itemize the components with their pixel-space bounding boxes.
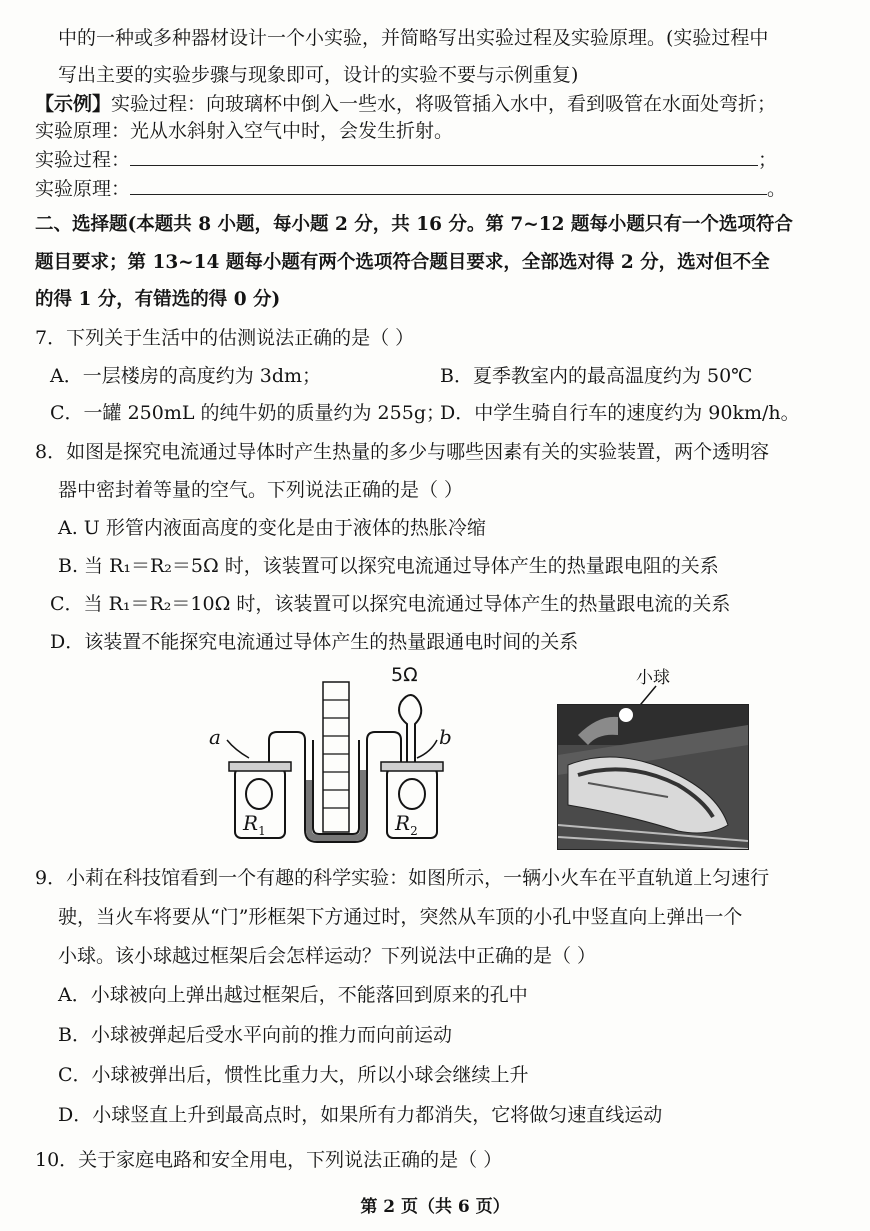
q10-stem: 10．关于家庭电路和安全用电，下列说法正确的是（ ）	[35, 1149, 503, 1171]
u-tube-liquid-left	[306, 780, 312, 830]
q7-option-a[interactable]: A．一层楼房的高度约为 3dm；	[50, 365, 322, 387]
intro-line-2: 写出主要的实验步骤与现象即可，设计的实验不要与示例重复)	[58, 64, 579, 86]
principle-label: 实验原理：	[35, 178, 131, 200]
scale-ticks	[323, 700, 349, 808]
q7-option-d[interactable]: D．中学生骑自行车的速度约为 90km/h。	[440, 402, 800, 424]
outside-resistor	[399, 695, 421, 762]
label-r1: $R_1$	[243, 811, 266, 838]
u-tube-apparatus-figure	[205, 660, 485, 850]
q8-option-c[interactable]: C．当 R₁＝R₂＝10Ω 时，该装置可以探究电流通过导体产生的热量跟电流的关系	[50, 593, 731, 615]
u-tube-scale	[323, 682, 349, 832]
process-blank[interactable]	[130, 147, 758, 166]
q9-stem-2: 驶，当火车将要从“门”形框架下方通过时，突然从车顶的小孔中竖直向上弹出一个	[58, 906, 743, 928]
train-photo	[557, 704, 749, 850]
section2-line-3: 的得 1 分，有错选的得 0 分)	[35, 289, 281, 310]
section2-line-1: 二、选择题(本题共 8 小题，每小题 2 分，共 16 分。第 7~12 题每小题只有一个选项符合	[35, 214, 793, 235]
q9-stem-3: 小球。该小球越过框架后会怎样运动？下列说法中正确的是（ ）	[58, 945, 597, 967]
process-answer-line	[35, 147, 777, 172]
pointer-a	[227, 740, 249, 758]
page-footer: 第 2 页（共 6 页）	[360, 1197, 510, 1217]
process-label: 实验过程：	[35, 149, 131, 171]
q9-option-d[interactable]: D．小球竖直上升到最高点时，如果所有力都消失，它将做匀速直线运动	[58, 1104, 663, 1126]
left-bulb	[246, 779, 272, 809]
label-r2: $R_2$	[395, 811, 418, 838]
q9-option-b[interactable]: B．小球被弹起后受水平向前的推力而向前运动	[58, 1024, 452, 1046]
right-bulb	[399, 779, 425, 809]
principle-blank[interactable]	[130, 176, 767, 195]
q8-stem-2: 器中密封着等量的空气。下列说法正确的是（ ）	[58, 479, 464, 501]
example-tag: 【示例】	[35, 93, 112, 115]
left-lid	[229, 762, 291, 771]
left-connector-tube	[269, 732, 401, 842]
q8-option-b[interactable]: B. 当 R₁＝R₂＝5Ω 时，该装置可以探究电流通过导体产生的热量跟电阻的关系	[58, 555, 719, 577]
q7-option-c[interactable]: C．一罐 250mL 的纯牛奶的质量约为 255g；	[50, 402, 445, 424]
u-tube-liquid-right	[360, 770, 366, 830]
pointer-b	[417, 740, 437, 758]
right-lid	[381, 762, 443, 771]
ball-icon	[619, 708, 633, 722]
photo-label-ball: 小球	[636, 668, 670, 688]
q8-option-d[interactable]: D．该装置不能探究电流通过导体产生的热量跟通电时间的关系	[50, 631, 579, 653]
q8-option-a[interactable]: A. U 形管内液面高度的变化是由于液体的热胀冷缩	[58, 517, 486, 539]
example-principle-line: 实验原理：光从水斜射入空气中时，会发生折射。	[35, 120, 454, 142]
process-end: ；	[758, 149, 778, 171]
q7-option-b[interactable]: B．夏季教室内的最高温度约为 50℃	[440, 365, 753, 387]
q9-stem-1: 9．小莉在科技馆看到一个有趣的科学实验：如图所示，一辆小火车在平直轨道上匀速行	[35, 867, 770, 889]
principle-answer-line	[35, 176, 786, 201]
q7-stem: 7．下列关于生活中的估测说法正确的是（ ）	[35, 327, 415, 349]
q8-stem-1: 8．如图是探究电流通过导体时产生热量的多少与哪些因素有关的实验装置，两个透明容	[35, 441, 770, 463]
label-5ohm: 5Ω	[391, 664, 418, 686]
example-process-line	[35, 92, 776, 116]
principle-end: 。	[767, 178, 787, 200]
label-b: b	[439, 725, 452, 749]
section2-line-2: 题目要求；第 13~14 题每小题有两个选项符合题目要求，全部选对得 2 分，选对但不全	[35, 252, 770, 273]
intro-line-1: 中的一种或多种器材设计一个小实验，并简略写出实验过程及实验原理。(实验过程中	[58, 27, 769, 49]
label-a: a	[209, 725, 221, 749]
train-photo-art	[558, 705, 748, 849]
q9-option-a[interactable]: A．小球被向上弹出越过框架后，不能落回到原来的孔中	[58, 984, 528, 1006]
q9-option-c[interactable]: C．小球被弹出后，惯性比重力大，所以小球会继续上升	[58, 1064, 529, 1086]
example-process-text: 实验过程：向玻璃杯中倒入一些水，将吸管插入水中，看到吸管在水面处弯折；	[111, 93, 777, 115]
